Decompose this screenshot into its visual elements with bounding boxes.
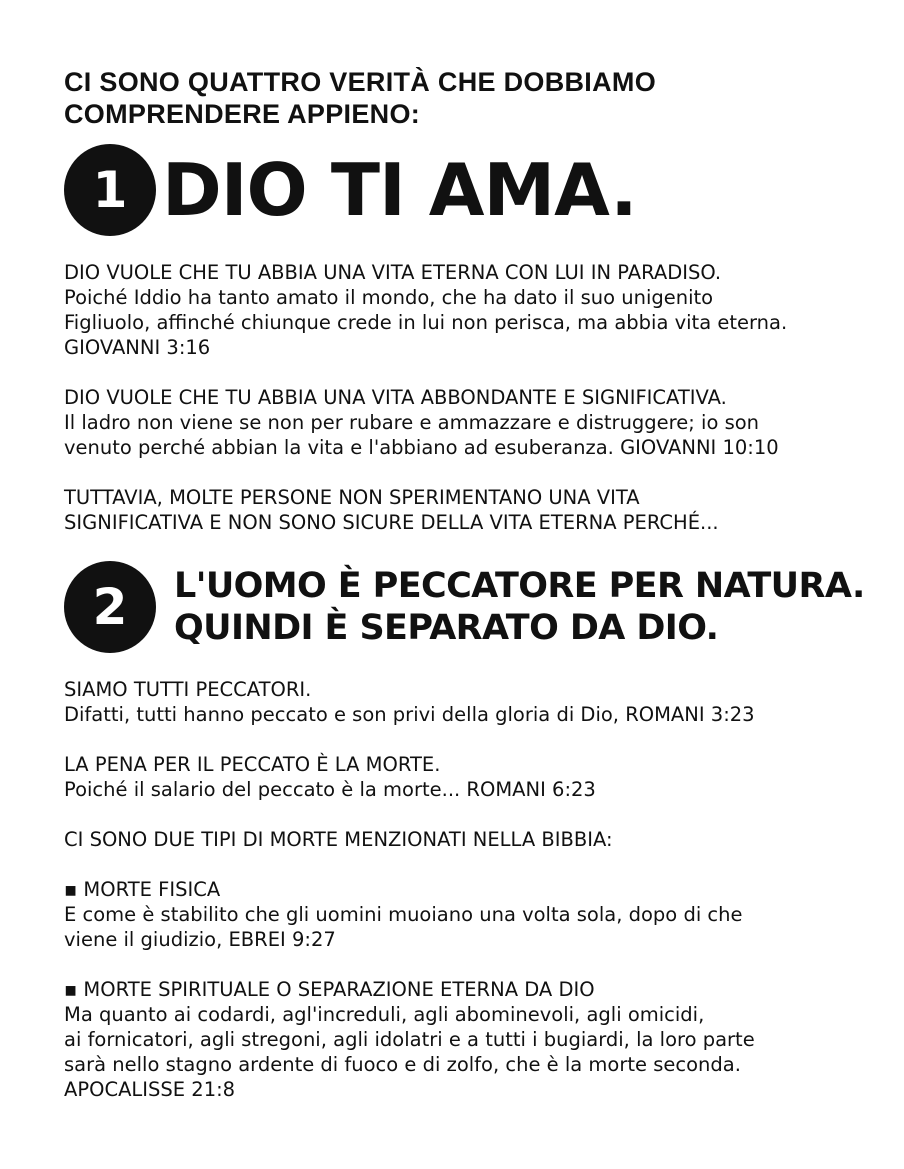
section-1-paragraph: DIO VUOLE CHE TU ABBIA UNA VITA ABBONDANTE E SIGNIFICATIVA. Il ladro non viene se non per rubare e ammazzare e distruggere; io son venuto perché abbian la vita e l'abbiano ad esuberanza. GIOVANNI 10:10 <box>64 386 779 459</box>
section-1-title: DIO TI AMA. <box>162 148 637 232</box>
section-2-paragraph: CI SONO DUE TIPI DI MORTE MENZIONATI NELLA BIBBIA: <box>64 828 613 851</box>
section-1-heading <box>64 144 884 236</box>
section-2-bullet: ▪ MORTE SPIRITUALE O SEPARAZIONE ETERNA DA DIO Ma quanto ai codardi, agl'increduli, agli abominevoli, agli omicidi, ai fornicatori, agli stregoni, agli idolatri e a tutti i bugiardi, la loro parte sarà nello stagno ardente di fuoco e di zolfo, che è la morte seconda. APOCALISSE 21:8 <box>64 978 755 1101</box>
section-1-paragraph: TUTTAVIA, MOLTE PERSONE NON SPERIMENTANO UNA VITA SIGNIFICATIVA E NON SONO SICURE DELLA VITA ETERNA PERCHÉ... <box>64 486 719 534</box>
number-badge-2: 2 <box>64 561 156 653</box>
intro-heading: CI SONO QUATTRO VERITÀ CHE DOBBIAMO COMPRENDERE APPIENO: <box>64 67 657 129</box>
tract-page <box>64 66 884 1102</box>
section-2-heading <box>64 561 884 653</box>
section-2-bullet: ▪ MORTE FISICA E come è stabilito che gli uomini muoiano una volta sola, dopo di che viene il giudizio, EBREI 9:27 <box>64 878 743 951</box>
section-2-paragraph: SIAMO TUTTI PECCATORI. Difatti, tutti hanno peccato e son privi della gloria di Dio, ROMANI 3:23 <box>64 678 755 726</box>
number-badge-1: 1 <box>64 144 156 236</box>
section-2-title: L'UOMO È PECCATORE PER NATURA. QUINDI È SEPARATO DA DIO. <box>174 566 865 648</box>
section-2-paragraph: LA PENA PER IL PECCATO È LA MORTE. Poiché il salario del peccato è la morte... ROMANI 6:23 <box>64 753 596 801</box>
section-1-paragraph: DIO VUOLE CHE TU ABBIA UNA VITA ETERNA CON LUI IN PARADISO. Poiché Iddio ha tanto amato il mondo, che ha dato il suo unigenito Figliuolo, affinché chiunque crede in lui non perisca, ma abbia vita eterna. GIOVANNI 3:16 <box>64 261 788 359</box>
